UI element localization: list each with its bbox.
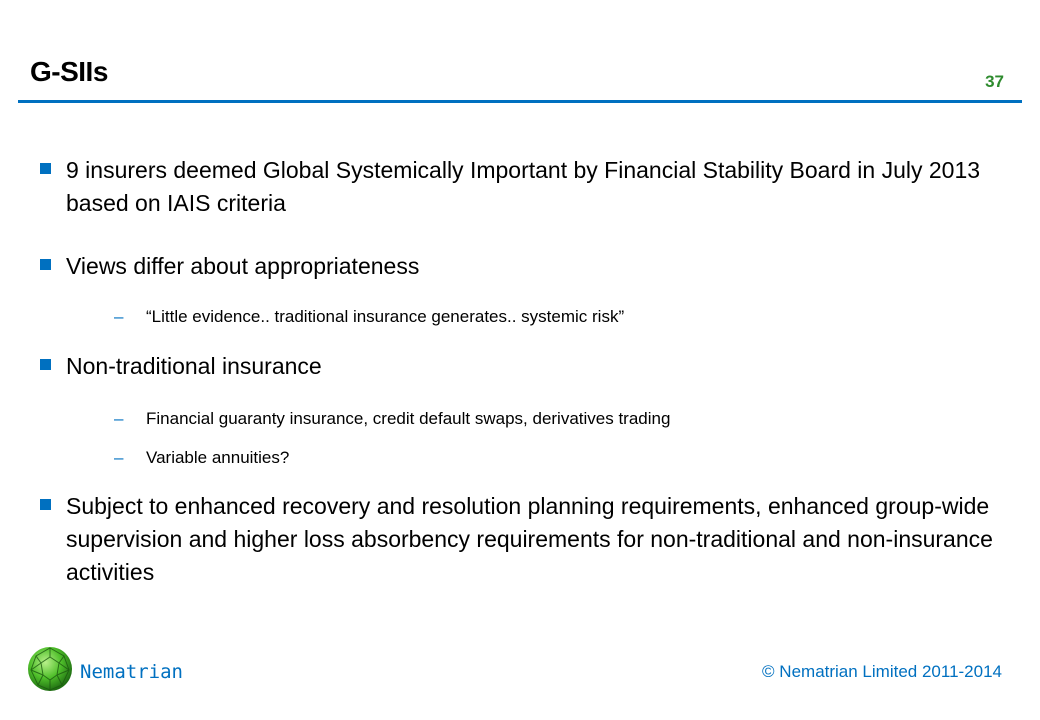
bullet-text: Non-traditional insurance (66, 353, 322, 379)
sub-bullet-text: Variable annuities? (146, 448, 290, 467)
dash-marker: – (114, 409, 124, 428)
sub-bullet-text: “Little evidence.. traditional insurance generates.. systemic risk” (146, 307, 625, 326)
title-divider (18, 100, 1022, 103)
page-number: 37 (985, 72, 1004, 91)
bullet-square-icon (40, 163, 51, 174)
sub-bullet-item (114, 447, 289, 469)
bullet-text: Views differ about appropriateness (66, 253, 420, 279)
bullet-square-icon (40, 359, 51, 370)
bullet-item (40, 154, 996, 220)
bullet-text: 9 insurers deemed Global Systemically Important by Financial Stability Board in July 2013 based on IAIS criteria (66, 157, 981, 216)
bullet-item (40, 250, 996, 283)
sub-bullet-text: Financial guaranty insurance, credit default swaps, derivatives trading (146, 409, 671, 428)
dash-marker: – (114, 448, 124, 467)
copyright-notice: © Nematrian Limited 2011-2014 (762, 662, 1002, 681)
bullet-square-icon (40, 499, 51, 510)
bullet-square-icon (40, 259, 51, 270)
bullet-item (40, 490, 996, 589)
dash-marker: – (114, 307, 124, 326)
bullet-item (40, 350, 996, 383)
bullet-text: Subject to enhanced recovery and resolution planning requirements, enhanced group-wide supervision and higher loss absorbency requirements for non-traditional and non-insurance activities (66, 493, 993, 585)
sub-bullet-item (114, 408, 670, 430)
green-geodesic-sphere-logo-icon (26, 645, 74, 693)
sub-bullet-item (114, 306, 624, 328)
slide-title: G-SIIs (30, 56, 108, 87)
brand-name: Nematrian (80, 661, 183, 683)
